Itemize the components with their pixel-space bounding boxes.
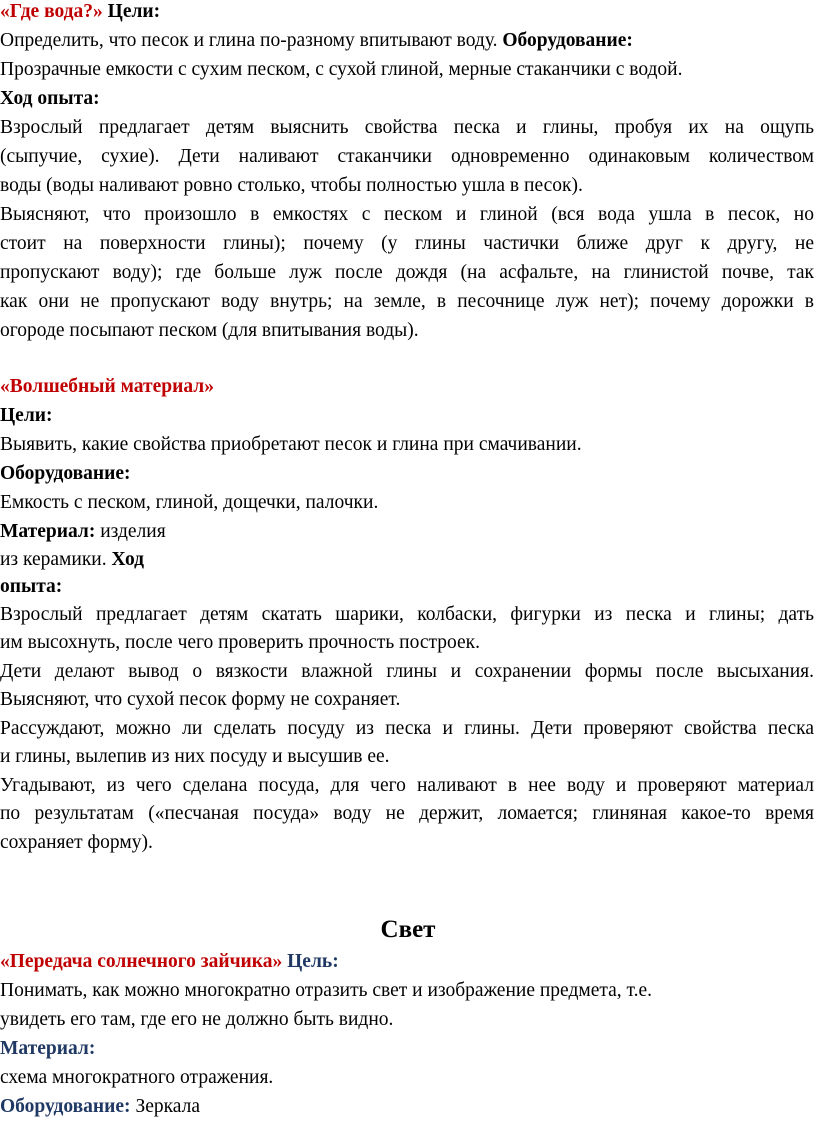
exp2-material-line: [0, 520, 166, 544]
exp2-material-line-2: [0, 548, 144, 572]
exp1-goal-label: Цели:: [107, 1, 161, 22]
exp3-equipment-label: Оборудование:: [0, 1096, 131, 1117]
section-title: Свет: [380, 916, 436, 943]
exp2-goal-text: Выявить, какие свойства приобретают песок и глина при смачивании.: [0, 434, 582, 455]
exp2-material-text-2: из керамики.: [0, 549, 107, 570]
exp3-equipment-text: Зеркала: [135, 1096, 201, 1117]
exp2-line: и глины, вылепив из них посуду и высушив ее.: [0, 746, 390, 767]
exp1-procedure-label: Ход опыта:: [0, 88, 100, 109]
exp1-equipment-label: Оборудование:: [502, 30, 633, 51]
exp2-equipment-label: Оборудование:: [0, 463, 131, 484]
exp2-equipment-text: Емкость с песком, глиной, дощечки, палочки.: [0, 492, 379, 513]
exp2-procedure-label: Ход: [111, 549, 145, 570]
exp3-equipment-line: [0, 1095, 200, 1119]
exp2-line: по результатам («песчаная посуда» воду не держит, ломается; глиняная какое-то время: [0, 803, 814, 824]
exp1-goal-line: [0, 29, 633, 53]
exp3-goal-label: Цель:: [287, 951, 339, 972]
exp3-material-label: Материал:: [0, 1038, 96, 1059]
exp2-line: сохраняет форму).: [0, 832, 153, 853]
exp1-equipment-text: Прозрачные емкости с сухим песком, с сухой глиной, мерные стаканчики с водой.: [0, 59, 683, 80]
exp2-line: Выясняют, что сухой песок форму не сохраняет.: [0, 689, 401, 710]
exp2-title: «Волшебный материал»: [0, 376, 214, 397]
exp2-material-label: Материал:: [0, 521, 96, 542]
exp2-procedure-label-2: опыта:: [0, 576, 63, 597]
exp2-line: Взрослый предлагает детям скатать шарики, колбаски, фигурки из песка и глины; дать: [0, 604, 814, 625]
exp2-line: Рассуждают, можно ли сделать посуду из песка и глины. Дети проверяют свойства песка: [0, 718, 814, 739]
exp1-p2-line: Выясняют, что произошло в емкостях с песком и глиной (вся вода ушла в песок, но: [0, 204, 814, 225]
exp2-line: Угадывают, из чего сделана посуда, для чего наливают в нее воду и проверяют материал: [0, 775, 814, 796]
exp1-p1-line: Взрослый предлагает детям выяснить свойства песка и глины, пробуя их на ощупь: [0, 117, 814, 138]
exp2-material-text: изделия: [100, 521, 166, 542]
exp1-p2-line: огороде посыпают песком (для впитывания воды).: [0, 320, 419, 341]
exp1-title: «Где вода?»: [0, 1, 103, 22]
exp2-goal-label: Цели:: [0, 405, 53, 426]
exp3-heading-line: [0, 950, 339, 974]
exp2-line: Дети делают вывод о вязкости влажной глины и сохранении формы после высыхания.: [0, 661, 814, 682]
exp1-p1-line: (сыпучие, сухие). Дети наливают стаканчики одновременно одинаковым количеством: [0, 146, 814, 167]
exp3-title: «Передача солнечного зайчика»: [0, 951, 283, 972]
exp1-p2-line: стоит на поверхности глины); почему (у глины частички ближе друг к другу, не: [0, 233, 814, 254]
exp1-heading-line: [0, 0, 160, 24]
exp2-line: им высохнуть, после чего проверить прочность построек.: [0, 632, 481, 653]
exp1-p2-line: как они не пропускают воду внутрь; на земле, в песочнице луж нет); почему дорожки в: [0, 291, 814, 312]
exp3-material-text: схема многократного отражения.: [0, 1067, 274, 1088]
exp1-p2-line: пропускают воду); где больше луж после дождя (на асфальте, на глинистой почве, так: [0, 262, 814, 283]
exp1-p1-line: воды (воды наливают ровно столько, чтобы полностью ушла в песок).: [0, 175, 583, 196]
exp3-goal-line: увидеть его там, где его не должно быть видно.: [0, 1009, 394, 1030]
exp3-goal-line: Понимать, как можно многократно отразить свет и изображение предмета, т.е.: [0, 980, 652, 1001]
exp1-goal-text: Определить, что песок и глина по-разному впитывают воду.: [0, 30, 498, 51]
